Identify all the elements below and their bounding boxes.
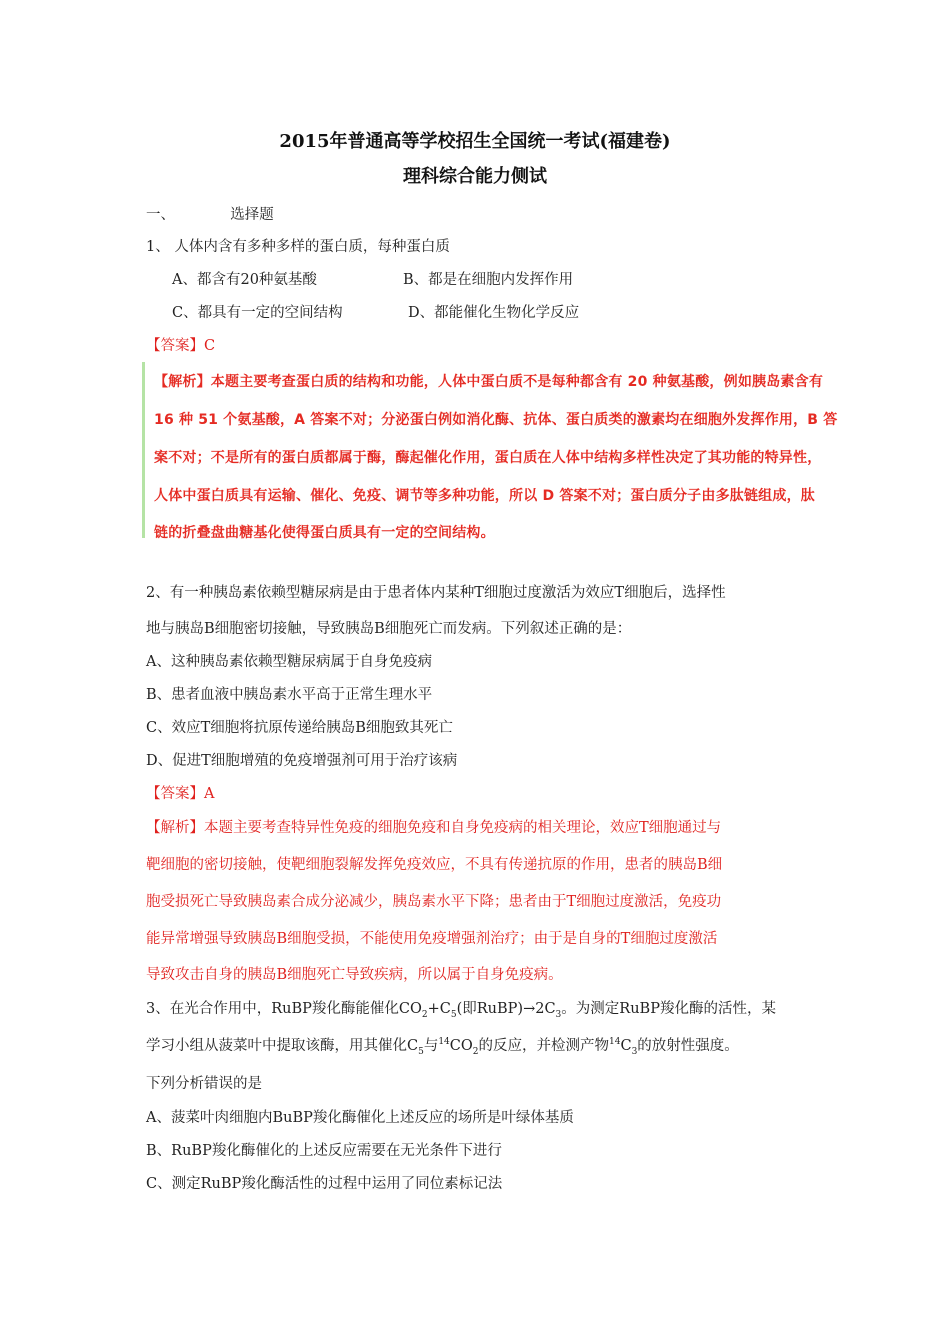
q2-stem: 2、有一种胰岛素依赖型糖尿病是由于患者体内某种T细胞过度激活为效应T细胞后，选择性 — [146, 585, 726, 601]
q1-option-d: D、都能催化生物化学反应 — [408, 305, 580, 321]
q2-option-c: C、效应T细胞将抗原传递给胰岛B细胞致其死亡 — [146, 720, 453, 736]
q2-answer: 【答案】A — [146, 786, 215, 802]
q1-stem: 1、 人体内含有多种多样的蛋白质，每种蛋白质 — [146, 239, 450, 255]
q1-option-a: A、都含有20种氨基酸 — [172, 272, 317, 288]
q3-option-c: C、测定RuBP羧化酶活性的过程中运用了同位素标记法 — [146, 1176, 503, 1192]
q2-option-d: D、促进T细胞增殖的免疫增强剂可用于治疗该病 — [146, 753, 458, 769]
q3-stem: 学习小组从菠菜叶中提取该酶，用其催化$C_5$与$^{14}CO_2$的反应，并检测产物$^{14}C_3$的放射性强度。 — [146, 1037, 739, 1057]
q1-option-b: B、都是在细胞内发挥作用 — [403, 272, 574, 288]
q2-analysis-line: 【解析】本题主要考查特异性免疫的细胞免疫和自身免疫病的相关理论，效应T细胞通过与 — [146, 820, 722, 836]
q1-analysis-line: 案不对；不是所有的蛋白质都属于酶，酶起催化作用，蛋白质在人体中结构多样性决定了其功能的特异性， — [154, 450, 822, 466]
page-title: 2015年普通高等学校招生全国统一考试(福建卷) — [279, 131, 671, 152]
section-heading — [146, 203, 274, 224]
q2-analysis-line: 胞受损死亡导致胰岛素合成分泌减少，胰岛素水平下降；患者由于T细胞过度激活，免疫功 — [146, 894, 722, 910]
q2-stem: 地与胰岛B细胞密切接触，导致胰岛B细胞死亡而发病。下列叙述正确的是： — [146, 621, 632, 637]
q1-analysis-line: 16 种 51 个氨基酸，A 答案不对；分泌蛋白例如消化酶、抗体、蛋白质类的激素均在细胞外发挥作用，B 答 — [154, 412, 838, 428]
q1-option-c: C、都具有一定的空间结构 — [172, 305, 343, 321]
q3-stem: 3、在光合作用中，RuBP羧化酶能催化$CO_2+C_5$(即$RuBP)\to 2C_3$。为测定RuBP羧化酶的活性，某 — [146, 1001, 776, 1020]
q1-answer: 【答案】C — [146, 338, 216, 354]
q2-analysis-line: 能异常增强导致胰岛B细胞受损，不能使用免疫增强剂治疗；由于是自身的T细胞过度激活 — [146, 931, 718, 947]
q3-option-a: A、菠菜叶肉细胞内BuBP羧化酶催化上述反应的场所是叶绿体基质 — [146, 1110, 574, 1126]
section-number: 一、 — [146, 207, 175, 223]
q2-option-a: A、这种胰岛素依赖型糖尿病属于自身免疫病 — [146, 654, 432, 670]
q2-analysis-line: 靶细胞的密切接触，使靶细胞裂解发挥免疫效应，不具有传递抗原的作用，患者的胰岛B细 — [146, 857, 723, 873]
q3-option-b: B、RuBP羧化酶催化的上述反应需要在无光条件下进行 — [146, 1143, 502, 1159]
q1-analysis-line: 【解析】本题主要考查蛋白质的结构和功能，人体中蛋白质不是每种都含有 20 种氨基酸，例如胰岛素含有 — [154, 374, 824, 390]
q2-analysis-line: 导致攻击自身的胰岛B细胞死亡导致疾病，所以属于自身免疫病。 — [146, 967, 563, 983]
q1-analysis-line: 人体中蛋白质具有运输、催化、免疫、调节等多种功能，所以 D 答案不对；蛋白质分子由多肽链组成，肽 — [154, 488, 815, 504]
section-name: 选择题 — [230, 207, 274, 223]
q1-analysis-line: 链的折叠盘曲糖基化使得蛋白质具有一定的空间结构。 — [154, 525, 495, 541]
q2-option-b: B、患者血液中胰岛素水平高于正常生理水平 — [146, 687, 433, 703]
q3-stem: 下列分析错误的是 — [146, 1076, 262, 1092]
page-subtitle: 理科综合能力侧试 — [403, 166, 547, 187]
